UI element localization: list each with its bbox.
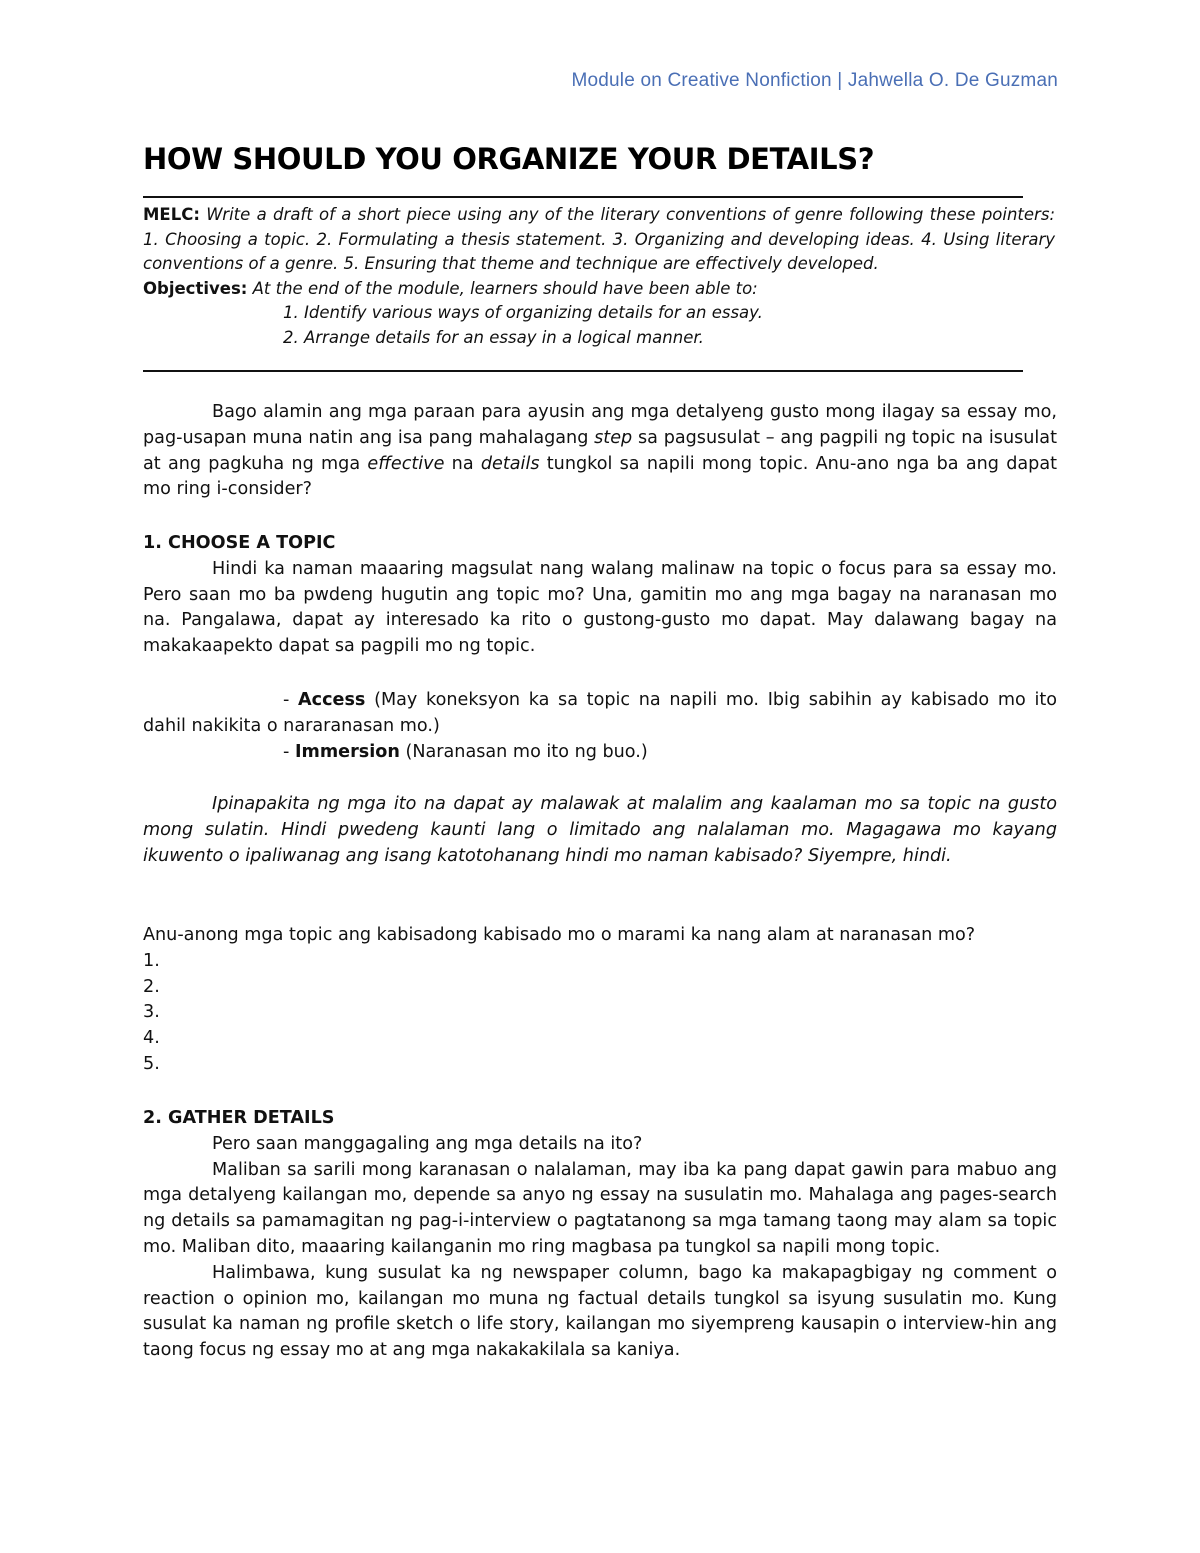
bullet-list (143, 688, 1057, 765)
intro-paragraph (143, 400, 1057, 503)
section-paragraph: Pero saan manggagaling ang mga details na ito? (212, 1133, 643, 1154)
blank-list-item: 2. (143, 976, 160, 997)
section-paragraph: Maliban sa sarili mong karanasan o nalalaman, may iba ka pang dapat gawin para mabuo ang mga detalyeng kailangan mo, depende sa anyo ng essay na susulatin mo. Mahalaga ang pages-search ng details sa pamamagitan ng pag-i-interview o pagtatanong sa mga tamang taong may alam sa topic mo. Maliban dito, maaaring kailanganin mo ring magbasa pa tungkol sa napili mong topic. (143, 1159, 1057, 1257)
melc-text: Write a draft of a short piece using any of the literary conventions of genre following these pointers: 1. Choosing a topic. 2. Formulating a thesis statement. 3. Organizing and developing ideas. 4. Using literary conventions of a genre. 5. Ensuring that theme and technique are effectively developed. (143, 205, 1055, 274)
blank-list-item: 3. (143, 1002, 160, 1023)
intro-text: Bago alamin ang mga paraan para ayusin ang mga detalyeng gusto mong ilagay sa essay mo, pag-usapan muna natin ang isa pang mahalagang step sa pagsusulat – ang pagpili ng topic na isusulat at ang pagkuha ng mga effective na details tungkol sa napili mong topic. Anu-ano nga ba ang dapat mo ring i-consider? (143, 402, 1057, 500)
section-choose-topic (143, 531, 1057, 660)
section-heading: 2. GATHER DETAILS (143, 1108, 335, 1128)
page-title: HOW SHOULD YOU ORGANIZE YOUR DETAILS? (143, 142, 875, 176)
section-paragraph: Hindi ka naman maaaring magsulat nang walang malinaw na topic o focus para sa essay mo. Pero saan mo ba pwdeng hugutin ang topic mo? Una, gamitin mo ang mga bagay na naranasan mo na. Pangalawa, dapat ay interesado ka rito o gustong-gusto mo dapat. May dalawang bagay na makakaapekto dapat sa pagpili mo ng topic. (143, 558, 1057, 657)
topic-question: Anu-anong mga topic ang kabisadong kabisado mo o marami ka nang alam at naranasan mo? (143, 925, 976, 945)
section-heading: 1. CHOOSE A TOPIC (143, 533, 336, 553)
objectives-intro: At the end of the module, learners should have been able to: (252, 278, 758, 298)
italic-paragraph: Ipinapakita ng mga ito na dapat ay malawak at malalim ang kaalaman mo sa topic na gusto mong sulatin. Hindi pwedeng kaunti lang o limitado ang nalalaman mo. Magagawa mo kayang ikuwento o ipaliwanag ang isang katotohanang hindi mo naman kabisado? Siyempre, hindi. (143, 794, 1057, 866)
bullet-immersion: - Immersion (Naranasan mo ito ng buo.) (283, 741, 648, 762)
objective-item: 2. Arrange details for an essay in a logical manner. (283, 327, 704, 347)
page-header: Module on Creative Nonfiction | Jahwella O. De Guzman (571, 70, 1058, 91)
objectives-line (143, 277, 1055, 302)
divider-bottom (143, 370, 1023, 372)
melc-label: MELC: (143, 205, 200, 224)
blank-list-item: 1. (143, 950, 160, 971)
section-gather-details (143, 1106, 1057, 1364)
blank-list-item: 5. (143, 1053, 160, 1074)
topic-question-block (143, 923, 1057, 1078)
melc-block (143, 203, 1055, 351)
bullet-access: - Access (May koneksyon ka sa topic na napili mo. Ibig sabihin ay kabisado mo ito dahil nakikita o nararanasan mo.) (143, 690, 1057, 736)
objective-item: 1. Identify various ways of organizing details for an essay. (283, 303, 763, 323)
section-paragraph: Halimbawa, kung susulat ka ng newspaper column, bago ka makapagbigay ng comment o reaction o opinion mo, kailangan mo muna ng factual details tungkol sa isyung susulatin mo. Kung susulat ka naman ng profile sketch o life story, kailangan mo siyempreng kausapin o interview-hin ang taong focus ng essay mo at ang mga nakakakilala sa kaniya. (143, 1262, 1057, 1361)
blank-list-item: 4. (143, 1028, 160, 1049)
objectives-label: Objectives: (143, 278, 248, 298)
divider-top (143, 196, 1023, 198)
italic-paragraph-block (143, 792, 1057, 869)
